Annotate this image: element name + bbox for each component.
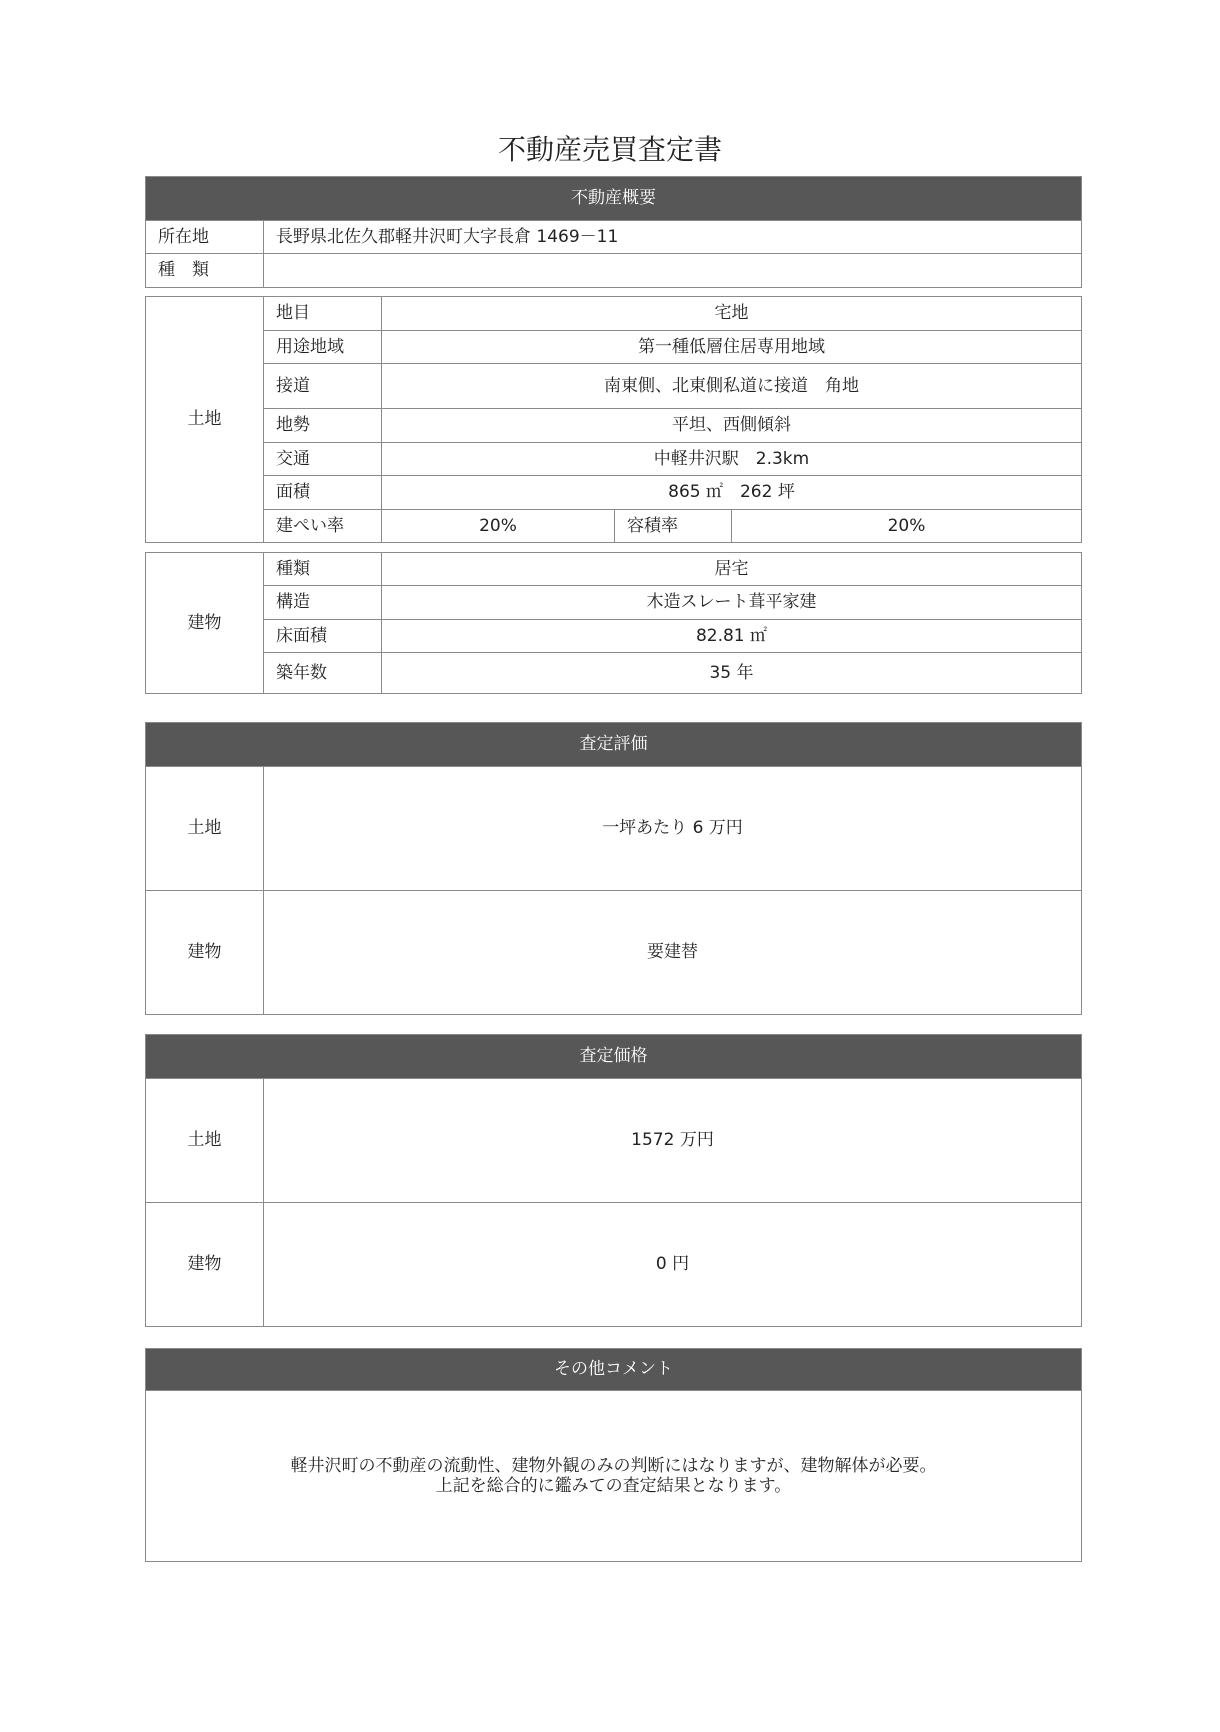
type-value bbox=[264, 254, 1082, 288]
evaluation-header: 査定評価 bbox=[146, 723, 1082, 767]
building-row-value: 居宅 bbox=[382, 553, 1082, 586]
overview-header: 不動産概要 bbox=[146, 177, 1082, 221]
land-row-value: 865 ㎡ 262 坪 bbox=[382, 476, 1082, 510]
land-row-label: 地勢 bbox=[264, 409, 382, 443]
building-row-label: 構造 bbox=[264, 586, 382, 620]
location-label: 所在地 bbox=[146, 221, 264, 254]
building-table bbox=[145, 552, 1082, 694]
price-land-label: 土地 bbox=[146, 1079, 264, 1203]
land-row-value: 南東側、北東側私道に接道 角地 bbox=[382, 364, 1082, 409]
floor-area-ratio-value: 20% bbox=[732, 510, 1082, 543]
building-row-value: 木造スレート葺平家建 bbox=[382, 586, 1082, 620]
land-row-label: 面積 bbox=[264, 476, 382, 510]
land-row-label: 地目 bbox=[264, 297, 382, 331]
comment-table bbox=[145, 1348, 1082, 1562]
comment-header: その他コメント bbox=[146, 1349, 1082, 1391]
coverage-value: 20% bbox=[382, 510, 615, 543]
building-row-label: 築年数 bbox=[264, 653, 382, 694]
comment-line-2: 上記を総合的に鑑みての査定結果となります。 bbox=[435, 1476, 792, 1496]
comment-line-1: 軽井沢町の不動産の流動性、建物外観のみの判断にはなりますが、建物解体が必要。 bbox=[290, 1455, 937, 1476]
land-row-label: 用途地域 bbox=[264, 331, 382, 364]
land-row-value: 中軽井沢駅 2.3km bbox=[382, 443, 1082, 476]
evaluation-table bbox=[145, 722, 1082, 1015]
building-row-label: 種類 bbox=[264, 553, 382, 586]
evaluation-land-label: 土地 bbox=[146, 767, 264, 891]
location-value: 長野県北佐久郡軽井沢町大字長倉 1469－11 bbox=[264, 221, 1082, 254]
land-row-label: 交通 bbox=[264, 443, 382, 476]
coverage-label: 建ぺい率 bbox=[264, 510, 382, 543]
evaluation-land-value: 一坪あたり 6 万円 bbox=[264, 767, 1082, 891]
type-label: 種 類 bbox=[146, 254, 264, 288]
land-section-label: 土地 bbox=[146, 297, 264, 543]
land-row-label: 接道 bbox=[264, 364, 382, 409]
land-row-value: 第一種低層住居専用地域 bbox=[382, 331, 1082, 364]
evaluation-building-value: 要建替 bbox=[264, 891, 1082, 1015]
price-header: 査定価格 bbox=[146, 1035, 1082, 1079]
price-table bbox=[145, 1034, 1082, 1327]
land-table bbox=[145, 296, 1082, 543]
building-row-label: 床面積 bbox=[264, 620, 382, 653]
building-section-label: 建物 bbox=[146, 553, 264, 694]
building-row-value: 82.81 ㎡ bbox=[382, 620, 1082, 653]
overview-table bbox=[145, 176, 1082, 288]
price-building-label: 建物 bbox=[146, 1203, 264, 1327]
land-row-value: 平坦、西側傾斜 bbox=[382, 409, 1082, 443]
comment-body bbox=[146, 1391, 1082, 1562]
building-row-value: 35 年 bbox=[382, 653, 1082, 694]
evaluation-building-label: 建物 bbox=[146, 891, 264, 1015]
floor-area-ratio-label: 容積率 bbox=[615, 510, 732, 543]
price-land-value: 1572 万円 bbox=[264, 1079, 1082, 1203]
document-title: 不動産売買査定書 bbox=[497, 133, 722, 166]
price-building-value: 0 円 bbox=[264, 1203, 1082, 1327]
land-row-value: 宅地 bbox=[382, 297, 1082, 331]
